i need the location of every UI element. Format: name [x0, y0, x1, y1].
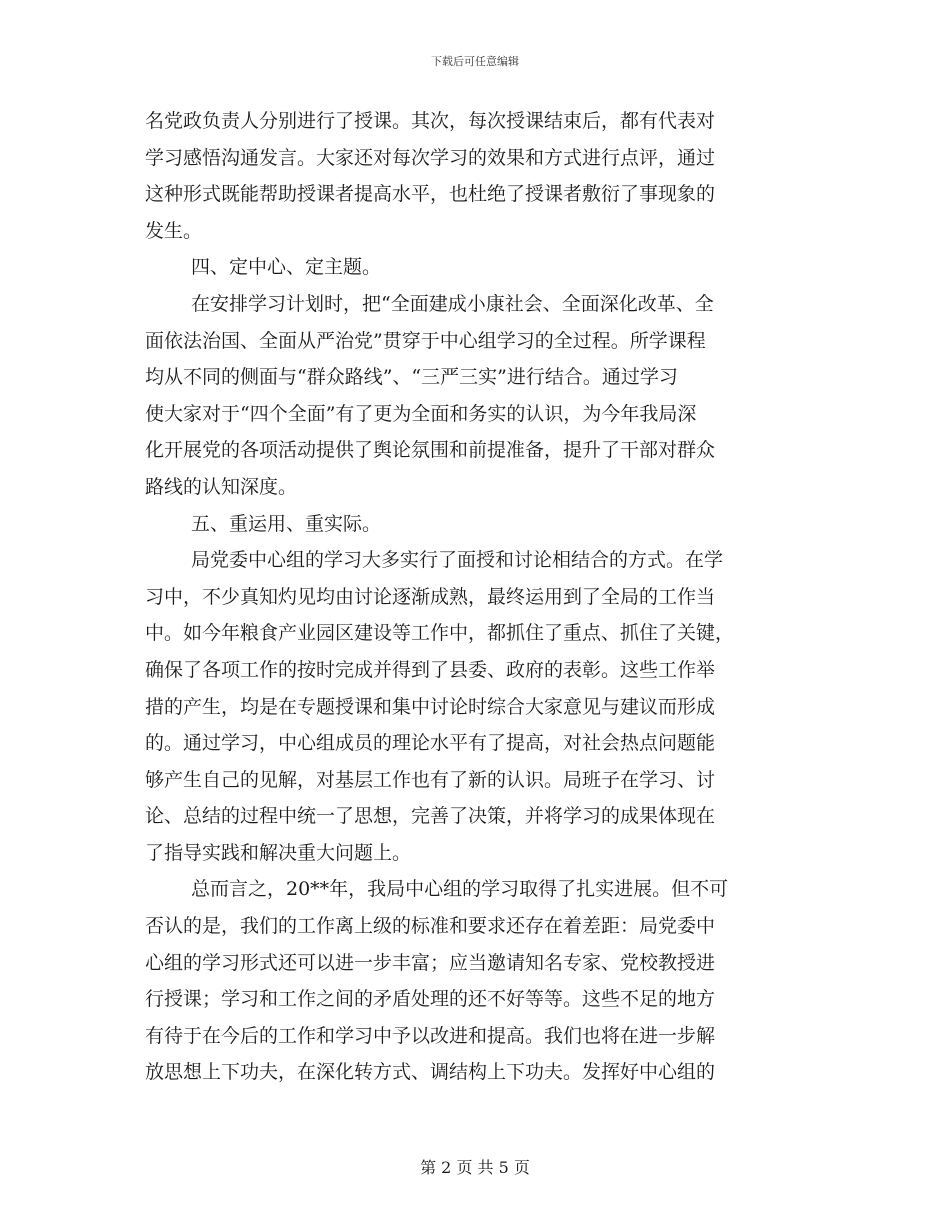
text-line: 够产生自己的见解，对基层工作也有了新的认识。局班子在学习、讨 [145, 768, 716, 791]
text-line: 有待于在今后的工作和学习中予以改进和提高。我们也将在进一步解 [145, 1024, 716, 1047]
text-line: 五、重运用、重实际。 [191, 512, 382, 535]
text-line: 学习感悟沟通发言。大家还对每次学习的效果和方式进行点评，通过 [145, 146, 716, 169]
text-line: 的。通过学习，中心组成员的理论水平有了提高，对社会热点问题能 [145, 732, 716, 755]
text-line: 确保了各项工作的按时完成并得到了县委、政府的表彰。这些工作举 [145, 658, 716, 681]
page-header: 下载后可任意编辑 [431, 55, 519, 68]
text-line: 发生。 [145, 219, 203, 242]
text-line: 放思想上下功夫，在深化转方式、调结构上下功夫。发挥好中心组的 [145, 1061, 716, 1084]
page-number-footer: 第 2 页 共 5 页 [420, 1158, 530, 1177]
text-line: 在安排学习计划时，把“全面建成小康社会、全面深化改革、全 [191, 292, 714, 315]
text-line: 中。如今年粮食产业园区建设等工作中，都抓住了重点、抓住了关键， [145, 622, 735, 645]
text-line: 行授课；学习和工作之间的矛盾处理的还不好等等。这些不足的地方 [145, 988, 716, 1011]
text-line: 四、定中心、定主题。 [191, 256, 382, 279]
text-line: 均从不同的侧面与“群众路线”、“三严三实”进行结合。通过学习 [145, 366, 678, 389]
text-line: 习中，不少真知灼见均由讨论逐渐成熟，最终运用到了全局的工作当 [145, 585, 716, 608]
text-line: 否认的是，我们的工作离上级的标准和要求还存在着差距：局党委中 [145, 915, 716, 938]
text-line: 局党委中心组的学习大多实行了面授和讨论相结合的方式。在学 [191, 549, 724, 572]
text-line: 面依法治国、全面从严治党”贯穿于中心组学习的全过程。所学课程 [145, 329, 706, 352]
text-line: 了指导实践和解决重大问题上。 [145, 841, 412, 864]
text-line: 这种形式既能帮助授课者提高水平，也杜绝了授课者敷衍了事现象的 [145, 183, 716, 206]
text-line: 名党政负责人分别进行了授课。其次，每次授课结束后，都有代表对 [145, 110, 716, 132]
text-line: 路线的认知深度。 [145, 475, 298, 498]
text-line: 论、总结的过程中统一了思想，完善了决策，并将学习的成果体现在 [145, 805, 716, 828]
document-body [145, 103, 805, 1091]
text-line: 总而言之，20**年，我局中心组的学习取得了扎实进展。但不可 [191, 878, 729, 901]
text-line: 措的产生，均是在专题授课和集中讨论时综合大家意见与建议而形成 [145, 695, 716, 718]
text-line: 使大家对于“四个全面”有了更为全面和务实的认识，为今年我局深 [145, 402, 697, 425]
text-line: 心组的学习形式还可以进一步丰富；应当邀请知名专家、党校教授进 [145, 951, 716, 974]
text-line: 化开展党的各项活动提供了舆论氛围和前提准备，提升了干部对群众 [145, 439, 716, 462]
